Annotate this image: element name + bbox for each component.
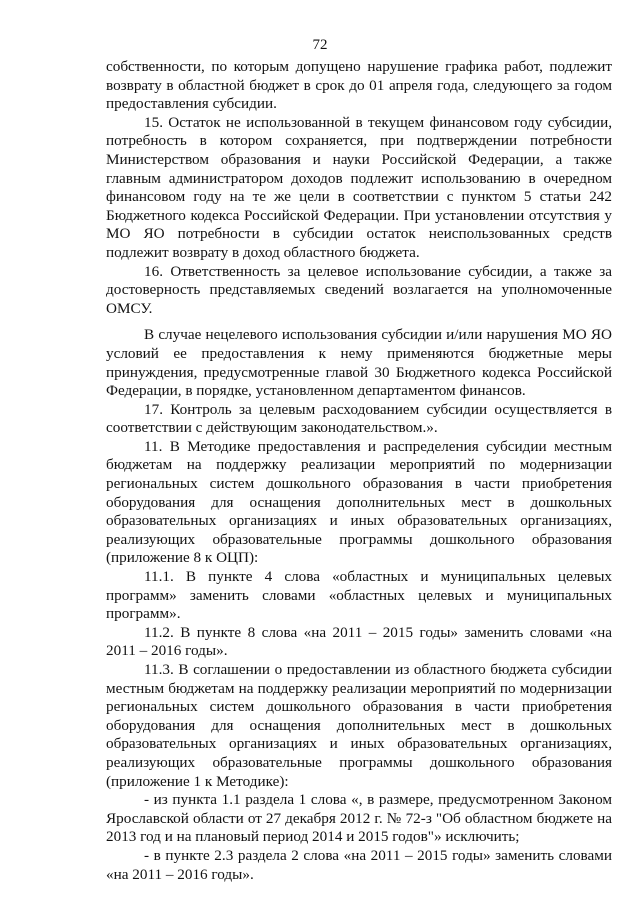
paragraph-item-17: 17. Контроль за целевым расходованием субсидии осуществляется в соответствии с действующим законодательством.». xyxy=(106,400,612,437)
paragraph-item-11-2: 11.2. В пункте 8 слова «на 2011 – 2015 годы» заменить словами «на 2011 – 2016 годы». xyxy=(106,623,612,660)
paragraph-item-11: 11. В Методике предоставления и распределения субсидии местным бюджетам на поддержку реализации мероприятий по модернизации региональных систем дошкольного образования в части приобретения оборудования для оснащения дополнительных мест в дошкольных образовательных организациях и иных образовательных организациях, реализующих образовательные программы дошкольного образования (приложение 8 к ОЦП): xyxy=(106,437,612,567)
paragraph-item-11-1: 11.1. В пункте 4 слова «областных и муниципальных целевых программ» заменить словами «областных целевых и муниципальных программ». xyxy=(106,568,612,623)
page-number: 72 xyxy=(312,37,328,53)
document-body xyxy=(106,58,612,884)
paragraph-dash-1: - из пункта 1.1 раздела 1 слова «, в размере, предусмотренном Законом Ярославской области от 27 декабря 2012 г. № 72-з "Об областном бюджете на 2013 год и на плановый период 2014 и 2015 годов"» исключить; xyxy=(106,791,612,846)
paragraph-item-15: 15. Остаток не использованной в текущем финансовом году субсидии, потребность в котором сохраняется, при подтверждении потребности Министерством образования и науки Российской Федерации, а также главным администратором доходов подлежит использованию в очередном финансовом году на те же цели в соответствии с пунктом 5 статьи 242 Бюджетного кодекса Российской Федерации. При установлении отсутствия у МО ЯО потребности в субсидии остаток неиспользованных средств подлежит возврату в доход областного бюджета. xyxy=(106,113,612,261)
paragraph-continuation: собственности, по которым допущено нарушение графика работ, подлежит возврату в областной бюджет в срок до 01 апреля года, следующего за годом предоставления субсидии. xyxy=(106,58,612,113)
paragraph-item-11-3: 11.3. В соглашении о предоставлении из областного бюджета субсидии местным бюджетам на поддержку реализации мероприятий по модернизации региональных систем дошкольного образования в части приобретения оборудования для оснащения дополнительных мест в дошкольных образовательных организациях и иных образовательных организациях, реализующих образовательные программы дошкольного образования (приложение 1 к Методике): xyxy=(106,661,612,790)
paragraph-item-16: 16. Ответственность за целевое использование субсидии, а также за достоверность представляемых сведений возлагается на уполномоченные ОМСУ. xyxy=(106,262,612,317)
paragraph-misuse: В случае нецелевого использования субсидии и/или нарушения МО ЯО условий ее предоставления к нему применяются бюджетные меры принуждения, предусмотренные главой 30 Бюджетного кодекса Российской Федерации, в порядке, установленном департаментом финансов. xyxy=(106,326,612,400)
paragraph-dash-2: - в пункте 2.3 раздела 2 слова «на 2011 – 2015 годы» заменить словами «на 2011 – 2016 годы». xyxy=(106,846,612,883)
